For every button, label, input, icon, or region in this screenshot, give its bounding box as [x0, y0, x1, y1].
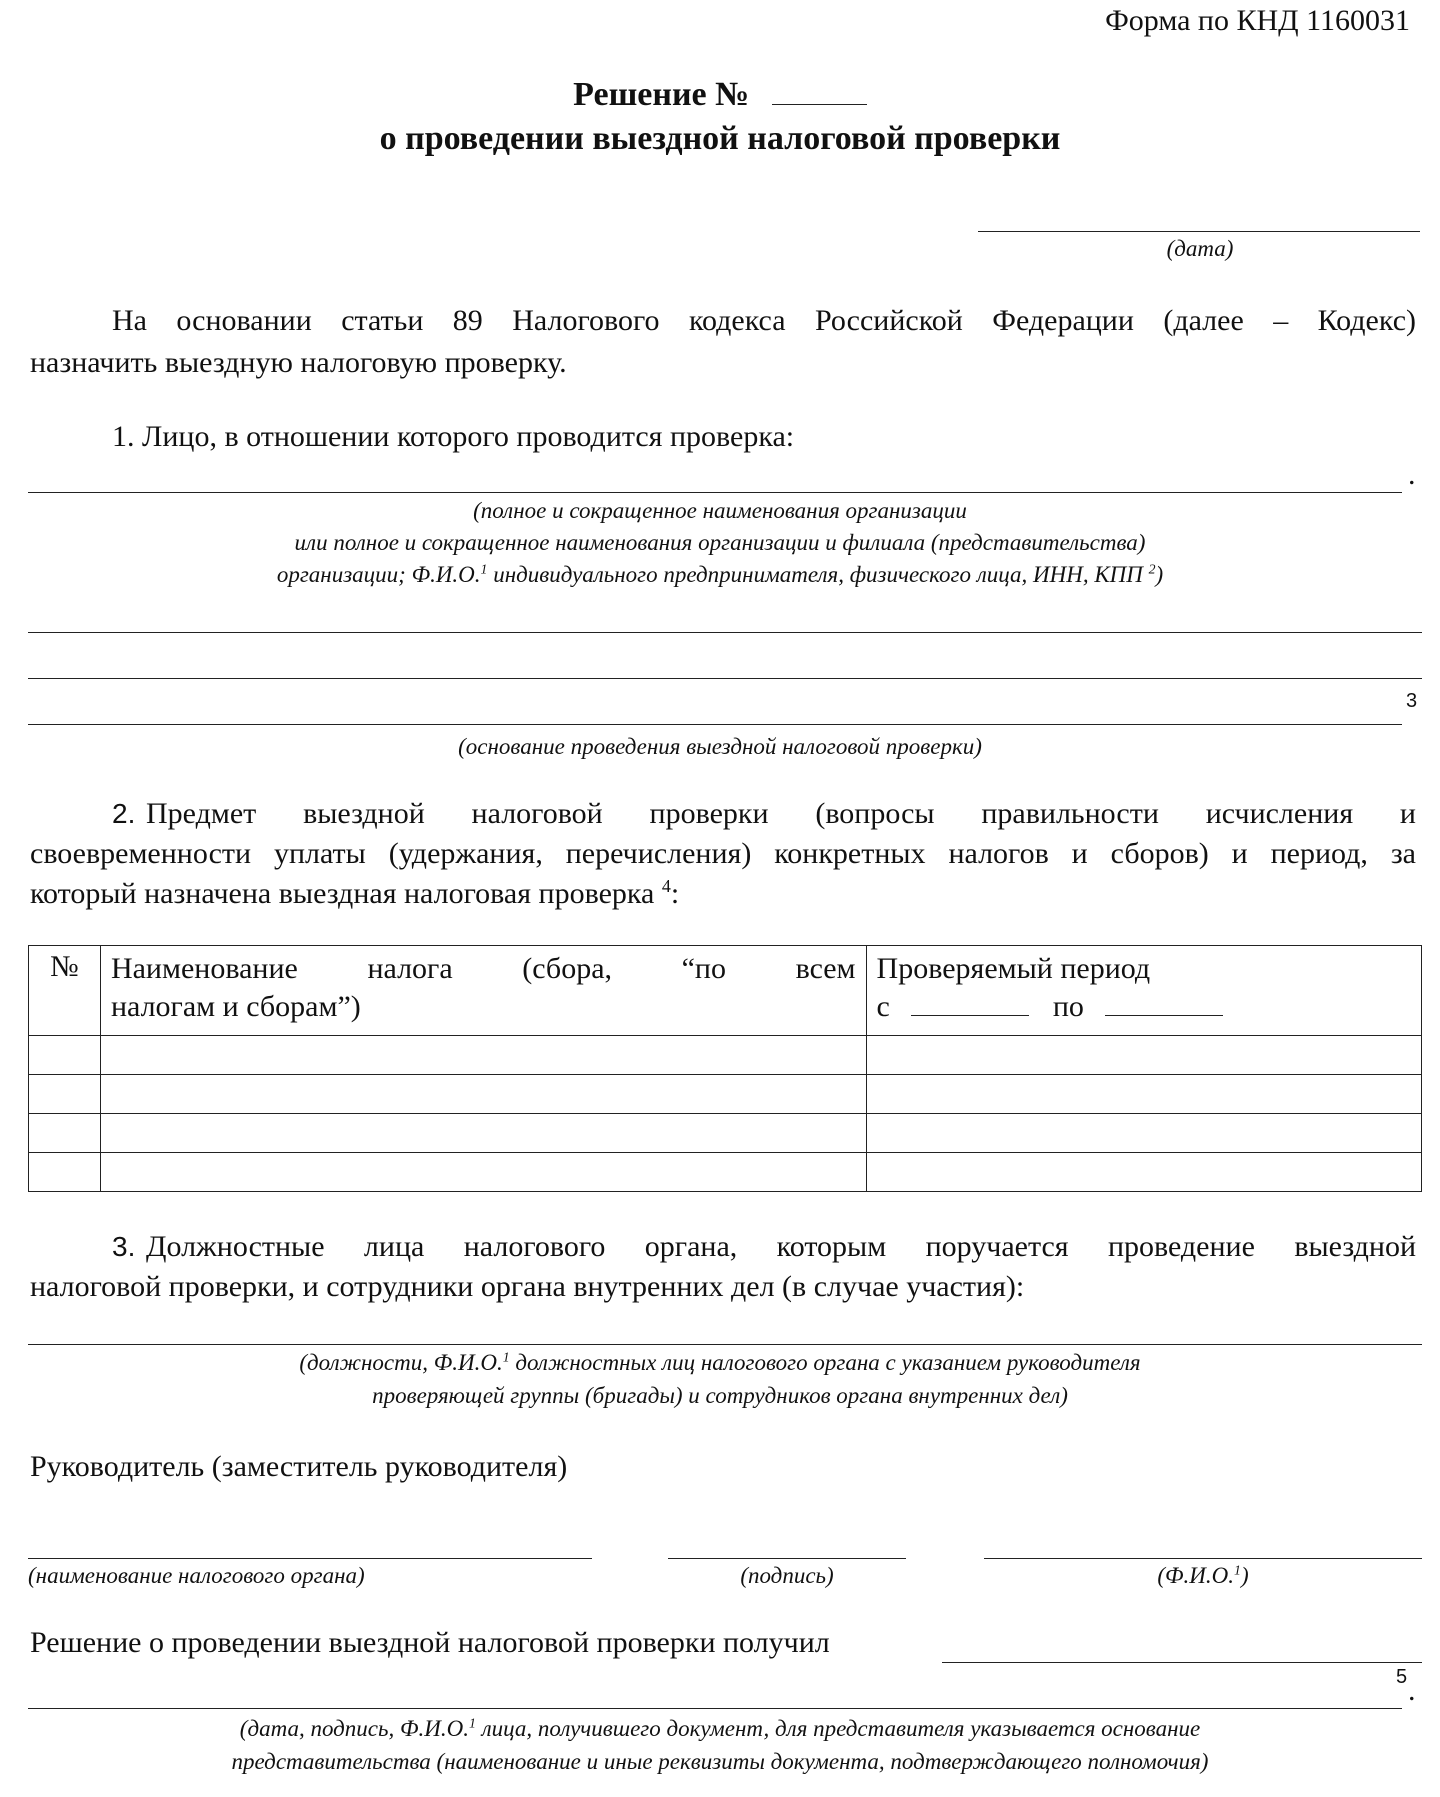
- received-details-field[interactable]: [28, 1708, 1402, 1709]
- head-label: Руководитель (заместитель руководителя): [30, 1450, 568, 1483]
- received-caption-line2: представительства (наименование и иные реквизиты документа, подтверждающего полномочия): [231, 1749, 1209, 1774]
- section1-heading: 1. Лицо, в отношении которого проводится проверка:: [112, 420, 795, 453]
- tax-authority-caption: (наименование налогового органа): [28, 1563, 365, 1588]
- period-to-label: по: [1052, 990, 1084, 1023]
- entity-extra-field-1[interactable]: [28, 632, 1422, 633]
- entity-caption-line1: (полное и сокращенное наименования организации: [473, 498, 967, 523]
- tax-authority-field[interactable]: [28, 1558, 592, 1559]
- document-subtitle: о проведении выездной налоговой проверки: [379, 120, 1061, 157]
- period-to-field[interactable]: [1105, 989, 1223, 1016]
- table-row: [29, 1075, 1422, 1114]
- date-caption: (дата): [1166, 236, 1234, 261]
- footnote-3: 3: [1406, 690, 1418, 712]
- basis-field[interactable]: [28, 724, 1402, 725]
- received-caption-line1: (дата, подпись, Ф.И.О.$^1$ лица, получившего документ, для представителя указывается основание: [239, 1715, 1201, 1741]
- received-field[interactable]: [942, 1662, 1422, 1663]
- officials-caption-line1: (должности, Ф.И.О.$^1$ должностных лиц налогового органа с указанием руководителя: [299, 1349, 1141, 1375]
- entity-extra-field-2[interactable]: [28, 678, 1422, 679]
- signature-field[interactable]: [668, 1558, 906, 1559]
- section3-line2: налоговой проверки, и сотрудники органа внутренних дел (в случае участия):: [30, 1270, 1025, 1303]
- section3-line1: Должностные лица налогового органа, которым поручается проведение выездной: [146, 1230, 1416, 1263]
- table-row: [29, 1036, 1422, 1075]
- title-line1: Решение №: [573, 76, 750, 113]
- table-row: [29, 1114, 1422, 1153]
- entity-name-field[interactable]: [28, 492, 1402, 493]
- head-fio-field[interactable]: [984, 1558, 1422, 1559]
- signature-caption: (подпись): [740, 1563, 834, 1588]
- decision-number-field[interactable]: [772, 78, 867, 105]
- head-fio-caption: (Ф.И.О.$^1$): [1157, 1562, 1249, 1588]
- header-tax-name: Наименование налога (сбора, “по всем налогам и сборам”): [100, 946, 866, 1036]
- form-code: Форма по КНД 1160031: [1105, 4, 1410, 37]
- section2-number: 2.: [112, 798, 136, 829]
- period-from-label: с: [876, 990, 890, 1023]
- tax-table: [28, 945, 1422, 1192]
- section2-line3: который назначена выездная налоговая проверка $^4$:: [30, 876, 680, 910]
- received-label: Решение о проведении выездной налоговой проверки получил: [30, 1626, 830, 1659]
- section2-line1: Предмет выездной налоговой проверки (вопросы правильности исчисления и: [146, 797, 1416, 830]
- basis-caption: (основание проведения выездной налоговой проверки): [458, 734, 982, 759]
- section2-line2: своевременности уплаты (удержания, перечисления) конкретных налогов и сборов) и период, за: [30, 837, 1416, 870]
- received-end-mark: .: [1408, 1674, 1416, 1707]
- intro-line1: На основании статьи 89 Налогового кодекса Российской Федерации (далее – Кодекс): [112, 304, 1416, 337]
- period-from-field[interactable]: [911, 989, 1029, 1016]
- entity-caption-line2: или полное и сокращенное наименования организации и филиала (представительства): [294, 530, 1146, 555]
- header-period: Проверяемый период с по: [866, 946, 1421, 1036]
- header-number: №: [29, 946, 101, 1036]
- footnote-5: 5: [1396, 1666, 1408, 1688]
- officials-caption-line2: проверяющей группы (бригады) и сотрудников органа внутренних дел): [372, 1383, 1068, 1408]
- table-row: [29, 1153, 1422, 1192]
- section3-number: 3.: [112, 1231, 136, 1262]
- officials-field[interactable]: [28, 1344, 1422, 1345]
- section1-end-mark: .: [1408, 458, 1416, 491]
- date-field[interactable]: [978, 231, 1420, 232]
- intro-line2: назначить выездную налоговую проверку.: [30, 346, 567, 379]
- entity-caption-line3: организации; Ф.И.О.$^1$ индивидуального предпринимателя, физического лица, ИНН, КПП $^2$): [276, 561, 1164, 587]
- tax-table-header: [29, 946, 1422, 1036]
- document-title: [0, 76, 1440, 114]
